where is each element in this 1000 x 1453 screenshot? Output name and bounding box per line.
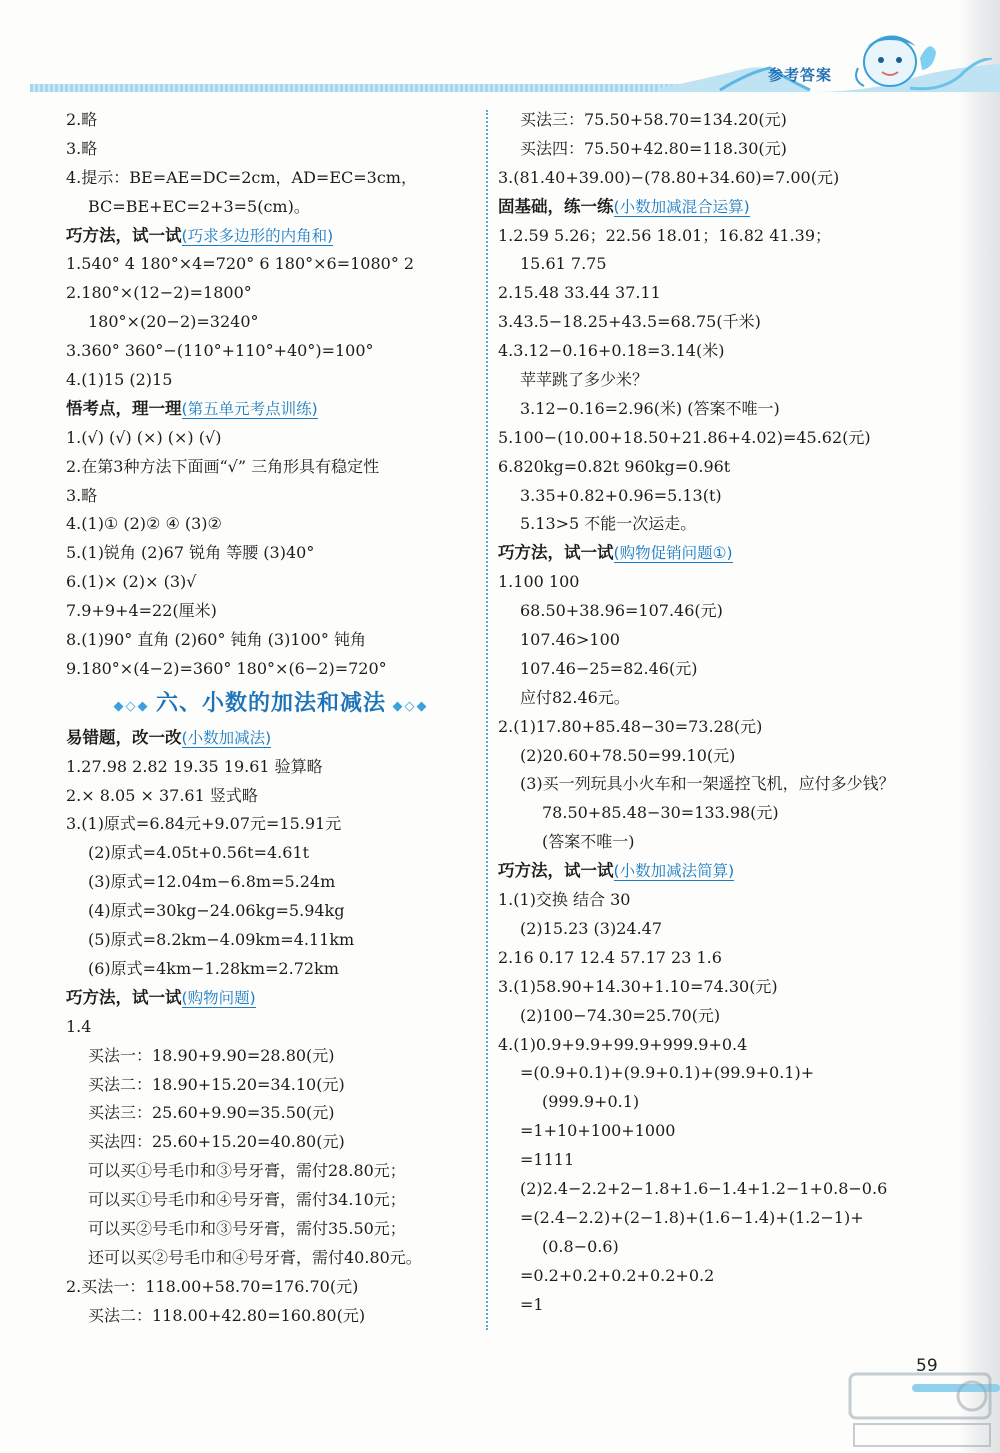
diamond-ornament-icon: ◆◇◆ xyxy=(113,698,156,714)
section-heading: 固基础，练一练(小数加减混合运算) xyxy=(498,196,750,216)
diamond-ornament-icon: ◆◇◆ xyxy=(386,698,429,714)
answer-line: 买法四：25.60+15.20=40.80(元) xyxy=(88,1132,345,1152)
answer-line: 应付82.46元。 xyxy=(520,687,630,707)
section-heading-text: 固基础，练一练 xyxy=(498,196,614,216)
answer-line: 5.(1)锐角 (2)67 锐角 等腰 (3)40° xyxy=(66,543,315,563)
answer-line: =(2.4−2.2)+(2−1.8)+(1.6−1.4)+(1.2−1)+ xyxy=(520,1207,864,1227)
answer-line: 78.50+85.48−30=133.98(元) xyxy=(542,803,779,823)
header-title: 参考答案 xyxy=(768,66,833,84)
answer-line: 7.9+9+4=22(厘米) xyxy=(66,601,217,621)
column-divider xyxy=(486,110,488,1330)
mascot-logo xyxy=(850,18,940,98)
answer-line: (2)15.23 (3)24.47 xyxy=(520,918,663,938)
answer-line: 3.43.5−18.25+43.5=68.75(千米) xyxy=(498,312,761,332)
answer-line: 6.(1)× (2)× (3)√ xyxy=(66,572,197,592)
section-heading-text: 易错题，改一改 xyxy=(66,727,182,747)
answer-line: 2.在第3种方法下面画“√” 三角形具有稳定性 xyxy=(66,456,380,476)
answer-line: (5)原式=8.2km−4.09km=4.11km xyxy=(88,930,355,950)
answer-line: =0.2+0.2+0.2+0.2+0.2 xyxy=(520,1265,715,1285)
answer-line: =1 xyxy=(520,1294,544,1314)
chapter-title xyxy=(66,684,476,724)
answer-line: 可以买①号毛巾和③号牙膏，需付28.80元； xyxy=(88,1161,406,1181)
answer-line: 3.(1)58.90+14.30+1.10=74.30(元) xyxy=(498,976,778,996)
answer-line: 6.820kg=0.82t 960kg=0.96t xyxy=(498,456,731,476)
answer-line: 68.50+38.96=107.46(元) xyxy=(520,601,723,621)
section-heading-text: 巧方法，试一试 xyxy=(66,225,182,245)
answer-line: (2)原式=4.05t+0.56t=4.61t xyxy=(88,843,310,863)
answer-line: 4.提示：BE=AE=DC=2cm，AD=EC=3cm， xyxy=(66,167,417,187)
answer-line: (0.8−0.6) xyxy=(542,1236,619,1256)
answer-line: (2)20.60+78.50=99.10(元) xyxy=(520,745,736,765)
section-heading-text: 巧方法，试一试 xyxy=(66,987,182,1007)
answer-line: 买法二：118.00+42.80=160.80(元) xyxy=(88,1305,366,1325)
right-column xyxy=(498,106,918,1319)
answer-line: 8.(1)90° 直角 (2)60° 钝角 (3)100° 钝角 xyxy=(66,630,366,650)
section-heading: 巧方法，试一试(购物问题) xyxy=(66,987,256,1007)
answer-line: (6)原式=4km−1.28km=2.72km xyxy=(88,958,339,978)
section-subtopic: 巧求多边形的内角和 xyxy=(187,226,328,245)
answer-line: 4.3.12−0.16+0.18=3.14(米) xyxy=(498,341,725,361)
answer-line: 4.(1)0.9+9.9+99.9+999.9+0.4 xyxy=(498,1034,748,1054)
answer-line: 3.(81.40+39.00)−(78.80+34.60)=7.00(元) xyxy=(498,167,840,187)
section-subtopic: 第五单元考点训练 xyxy=(187,399,312,418)
section-heading: 巧方法，试一试(小数加减法简算) xyxy=(498,861,735,881)
left-column xyxy=(66,106,476,1331)
answer-line: 107.46−25=82.46(元) xyxy=(520,658,698,678)
answer-line: 107.46>100 xyxy=(520,630,620,650)
section-subtopic: 购物促销问题① xyxy=(619,544,727,563)
answer-line: 1.100 100 xyxy=(498,572,580,592)
answer-line: 3.略 xyxy=(66,485,98,505)
section-heading: 巧方法，试一试(巧求多边形的内角和) xyxy=(66,225,334,245)
answer-line: (999.9+0.1) xyxy=(542,1092,640,1112)
section-heading: 巧方法，试一试(购物促销问题①) xyxy=(498,543,733,563)
section-heading-text: 巧方法，试一试 xyxy=(498,543,614,563)
answer-line: 1.(1)交换 结合 30 xyxy=(498,890,631,910)
answer-line: (4)原式=30kg−24.06kg=5.94kg xyxy=(88,901,345,921)
section-heading: 悟考点，理一理(第五单元考点训练) xyxy=(66,398,318,418)
answer-line: 9.180°×(4−2)=360° 180°×(6−2)=720° xyxy=(66,658,387,678)
answer-line: 3.略 xyxy=(66,138,98,158)
answer-line: 4.(1)15 (2)15 xyxy=(66,370,173,390)
answer-line: 4.(1)① (2)② ④ (3)② xyxy=(66,514,222,534)
answer-line: 3.35+0.82+0.96=5.13(t) xyxy=(520,485,722,505)
answer-line: =(0.9+0.1)+(9.9+0.1)+(99.9+0.1)+ xyxy=(520,1063,815,1083)
watermark-logo xyxy=(840,1360,1000,1453)
answer-line: 2.略 xyxy=(66,110,98,129)
answer-line: 15.61 7.75 xyxy=(520,254,607,274)
answer-line: =1111 xyxy=(520,1150,575,1170)
answer-line: =1+10+100+1000 xyxy=(520,1121,676,1141)
answer-line: (2)100−74.30=25.70(元) xyxy=(520,1005,721,1025)
answer-line: 可以买①号毛巾和④号牙膏，需付34.10元； xyxy=(88,1190,406,1210)
answer-line: 180°×(20−2)=3240° xyxy=(88,312,259,332)
answer-line: 还可以买②号毛巾和④号牙膏，需付40.80元。 xyxy=(88,1247,422,1267)
answer-line: 买法四：75.50+42.80=118.30(元) xyxy=(520,138,787,158)
answer-line: 3.360° 360°−(110°+110°+40°)=100° xyxy=(66,341,374,361)
answer-line: 3.12−0.16=2.96(米) (答案不唯一) xyxy=(520,398,780,418)
answer-line: 1.4 xyxy=(66,1016,92,1036)
answer-line: 2.180°×(12−2)=1800° xyxy=(66,283,252,303)
section-heading-text: 巧方法，试一试 xyxy=(498,861,614,881)
answer-line: (3)原式=12.04m−6.8m=5.24m xyxy=(88,872,336,892)
header-band xyxy=(30,84,720,92)
answer-line: 2.16 0.17 12.4 57.17 23 1.6 xyxy=(498,947,722,967)
section-subtopic: 购物问题 xyxy=(187,988,250,1007)
answer-line: 买法一：18.90+9.90=28.80(元) xyxy=(88,1045,335,1065)
answer-line: 2.× 8.05 × 37.61 竖式略 xyxy=(66,785,258,805)
page-number: 59 xyxy=(916,1356,938,1376)
answer-line: (答案不唯一) xyxy=(542,832,635,852)
answer-line: BC=BE+EC=2+3=5(cm)。 xyxy=(88,196,310,216)
chapter-title-text: 六、小数的加法和减法 xyxy=(155,690,386,716)
answer-line: 可以买②号毛巾和③号牙膏，需付35.50元； xyxy=(88,1218,406,1238)
section-heading: 易错题，改一改(小数加减法) xyxy=(66,727,272,747)
answer-line: 1.2.59 5.26；22.56 18.01；16.82 41.39； xyxy=(498,225,831,245)
answer-line: 5.13>5 不能一次运走。 xyxy=(520,514,697,534)
answer-line: 1.(√) (√) (×) (×) (√) xyxy=(66,427,222,447)
page-edge-shadow xyxy=(958,0,1000,1453)
section-subtopic: 小数加减法简算 xyxy=(619,862,729,881)
answer-line: 3.(1)原式=6.84元+9.07元=15.91元 xyxy=(66,814,342,834)
section-heading-text: 悟考点，理一理 xyxy=(66,398,182,418)
answer-line: 苹苹跳了多少米？ xyxy=(520,370,649,390)
section-subtopic: 小数加减混合运算 xyxy=(619,197,744,216)
answer-line: 2.15.48 33.44 37.11 xyxy=(498,283,661,303)
answer-line: 买法三：75.50+58.70=134.20(元) xyxy=(520,110,787,129)
answer-line: 1.540° 4 180°×4=720° 6 180°×6=1080° 2 xyxy=(66,254,415,274)
answer-line: 买法三：25.60+9.90=35.50(元) xyxy=(88,1103,335,1123)
section-subtopic: 小数加减法 xyxy=(187,728,266,747)
answer-line: 买法二：18.90+15.20=34.10(元) xyxy=(88,1074,345,1094)
answer-line: (3)买一列玩具小火车和一架遥控飞机，应付多少钱？ xyxy=(520,774,895,794)
answer-line: 2.(1)17.80+85.48−30=73.28(元) xyxy=(498,716,763,736)
answer-line: 5.100−(10.00+18.50+21.86+4.02)=45.62(元) xyxy=(498,427,871,447)
answer-line: 2.买法一：118.00+58.70=176.70(元) xyxy=(66,1276,359,1296)
answer-line: (2)2.4−2.2+2−1.8+1.6−1.4+1.2−1+0.8−0.6 xyxy=(520,1178,888,1198)
answer-line: 1.27.98 2.82 19.35 19.61 验算略 xyxy=(66,756,323,776)
